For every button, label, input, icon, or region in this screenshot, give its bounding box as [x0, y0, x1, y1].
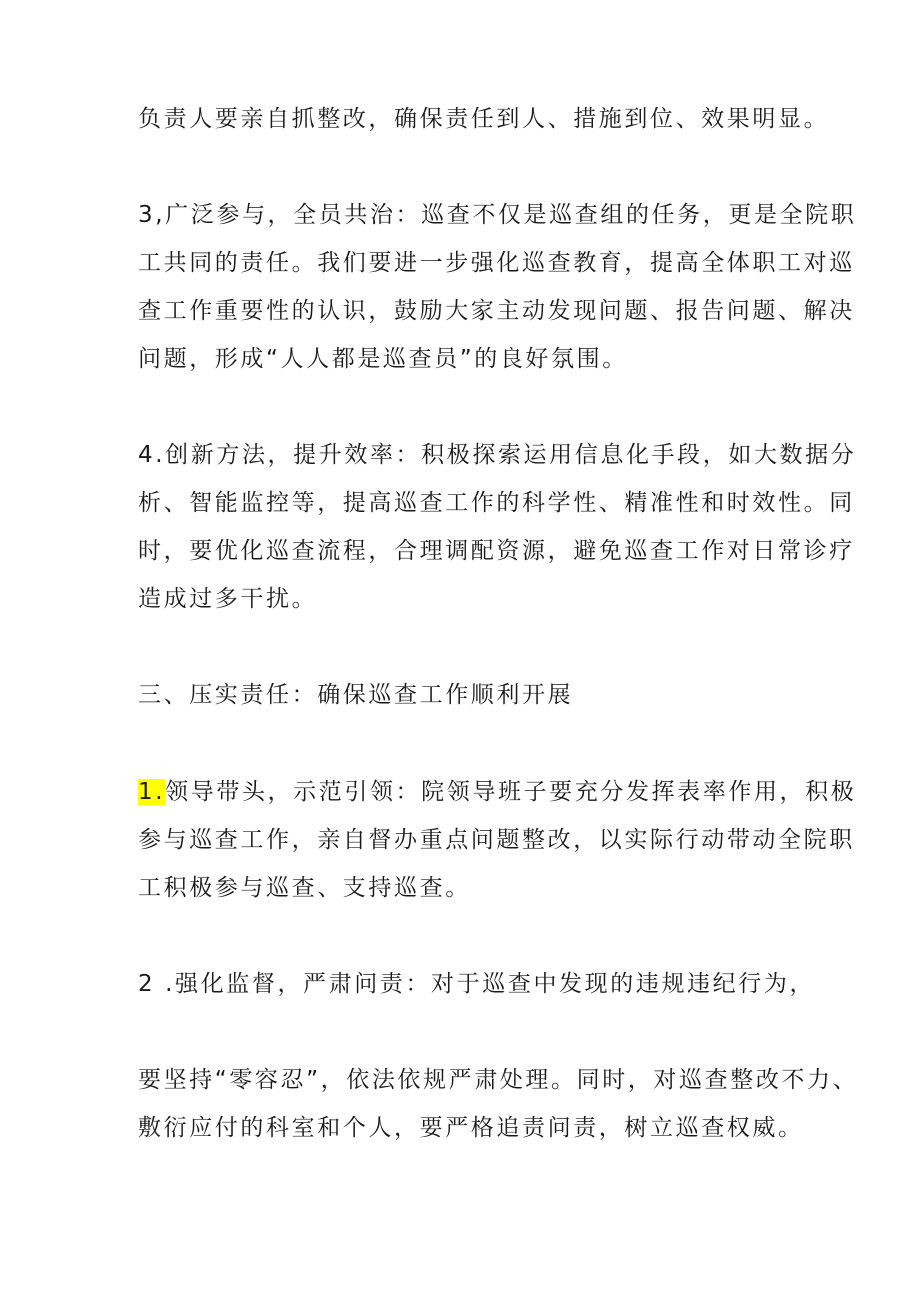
- continuation-line-2: 敷衍应付的科室和个人，要严格追责问责，树立巡查权威。: [138, 1115, 804, 1141]
- item-4-line-3: 时，要优化巡查流程，合理调配资源，避免巡查工作对日常诊疗: [138, 538, 855, 564]
- item-1-line-1: [138, 777, 856, 807]
- paragraph-1-line-1: 负责人要亲自抓整改，确保责任到人、措施到位、效果明显。: [138, 106, 830, 132]
- item-4-line-2: 析、智能监控等，提高巡查工作的科学性、精准性和时效性。同: [138, 490, 855, 516]
- section-heading-3: 三、压实责任：确保巡查工作顺利开展: [138, 682, 574, 708]
- item-4-line-1: 4.创新方法，提升效率：积极探索运用信息化手段，如大数据分: [138, 442, 857, 468]
- continuation-line-1: 要坚持“零容忍”，依法依规严肃处理。同时，对巡查整改不力、: [138, 1067, 859, 1093]
- item-1-line-2: 参与巡查工作，亲自督办重点问题整改，以实际行动带动全院职: [138, 827, 855, 853]
- item-3-line-1: 3,广泛参与，全员共治：巡查不仅是巡查组的任务，更是全院职: [138, 202, 857, 228]
- item-2-line-1: 2 .强化监督，严肃问责：对于巡查中发现的违规违纪行为，: [138, 971, 816, 997]
- item-1-line-3: 工积极参与巡查、支持巡查。: [138, 875, 471, 901]
- item-1-line-1-text: 领导带头，示范引领：院领导班子要充分发挥表率作用，积极: [165, 779, 857, 805]
- item-3-line-3: 查工作重要性的认识，鼓励大家主动发现问题、报告问题、解决: [138, 298, 855, 324]
- item-3-line-4: 问题，形成“人人都是巡查员”的良好氛围。: [138, 346, 628, 372]
- item-4-line-4: 造成过多干扰。: [138, 586, 318, 612]
- item-3-line-2: 工共同的责任。我们要进一步强化巡查教育，提高全体职工对巡: [138, 250, 855, 276]
- highlighted-marker: 1.: [138, 779, 166, 805]
